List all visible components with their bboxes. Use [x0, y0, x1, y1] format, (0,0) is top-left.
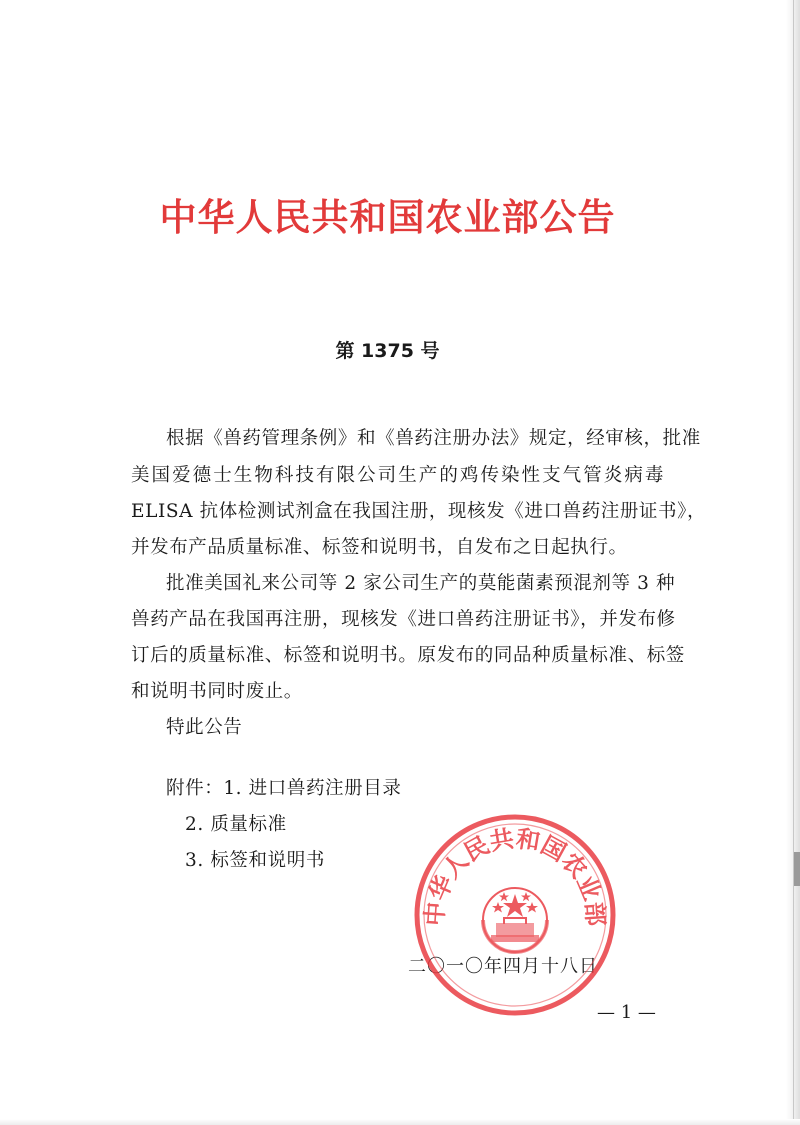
closing-remark: 特此公告: [166, 717, 243, 738]
paragraph-2-line-4: 和说明书同时废止。: [131, 681, 303, 702]
paragraph-1-line-1: 根据《兽药管理条例》和《兽药注册办法》规定，经审核，批准: [166, 428, 701, 449]
issue-date: 二〇一〇年四月十八日: [408, 956, 598, 977]
attachment-item-2: 2. 质量标准: [185, 814, 287, 835]
seal-text: 中华人民共和国农业部: [420, 824, 610, 927]
emblem-stars-icon: [492, 892, 538, 917]
paragraph-1-line-4: 并发布产品质量标准、标签和说明书，自发布之日起执行。: [131, 537, 628, 558]
scan-bottom-shadow: [0, 1119, 800, 1125]
attachments-row-1: [166, 776, 401, 802]
attachment-item-1: 1. 进口兽药注册目录: [223, 778, 402, 799]
paragraph-2-line-1: 批准美国礼来公司等 2 家公司生产的莫能菌素预混剂等 3 种: [166, 573, 676, 594]
page-number: — 1 —: [597, 1002, 656, 1023]
paragraph-1-line-3: ELISA 抗体检测试剂盒在我国注册，现核发《进口兽药注册证书》，: [131, 501, 707, 522]
attachments-label: 附件：: [166, 778, 224, 799]
paragraph-2-line-2: 兽药产品在我国再注册，现核发《进口兽药注册证书》，并发布修: [131, 609, 676, 630]
scan-edge-line: [793, 0, 794, 1125]
paragraph-1-line-2: 美国爱德士生物科技有限公司生产的鸡传染性支气管炎病毒: [131, 465, 664, 486]
document-number: 第 1375 号: [335, 340, 440, 362]
paragraph-2-line-3: 订后的质量标准、标签和说明书。原发布的同品种质量标准、标签: [131, 645, 685, 666]
document-title: 中华人民共和国农业部公告: [159, 196, 616, 239]
attachment-item-3: 3. 标签和说明书: [185, 850, 325, 871]
official-seal-stamp: [412, 812, 618, 1018]
scan-side-mark: [794, 852, 800, 886]
